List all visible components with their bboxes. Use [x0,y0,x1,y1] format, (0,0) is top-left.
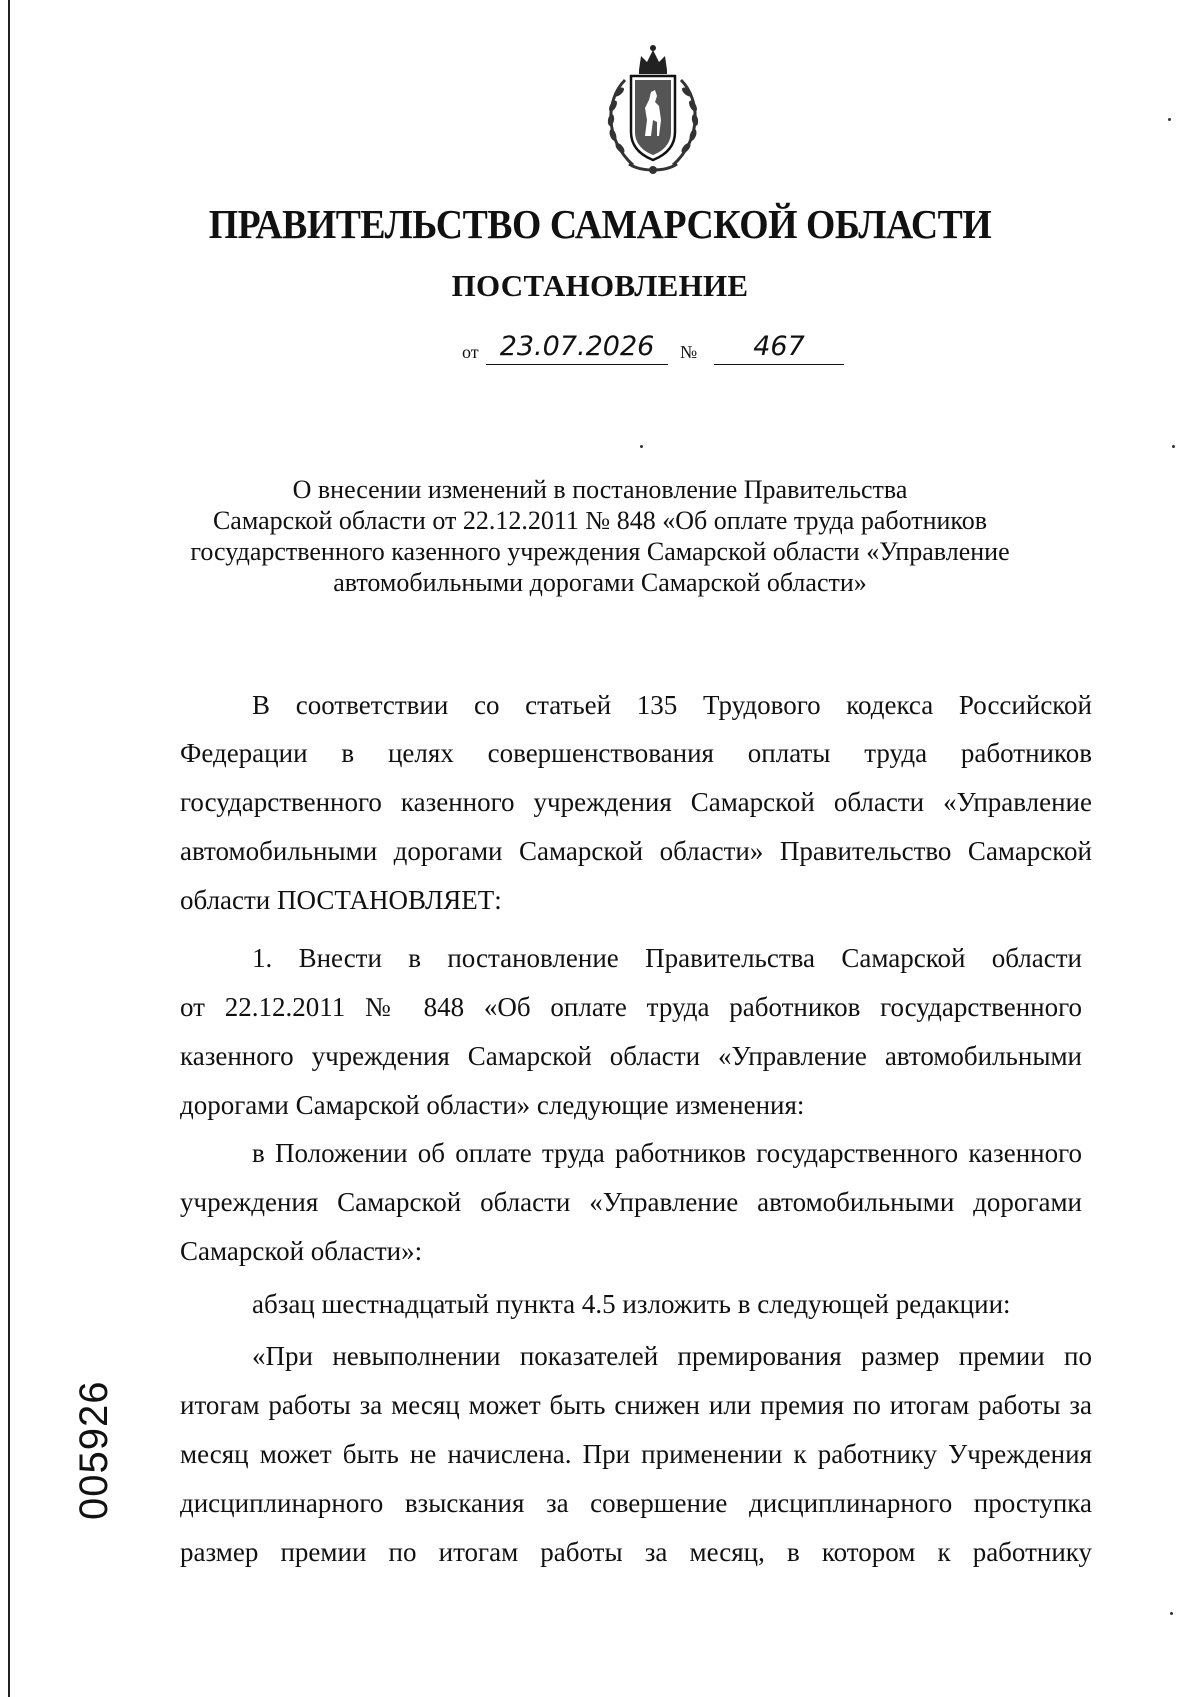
subject-line: автомобильными дорогами Самарской области» [333,568,867,597]
body-line: в Положении об оплате труда работников государственного казенного [252,1138,1082,1168]
number-prefix: № [680,342,698,362]
body-line: Самарской области»: [180,1236,423,1266]
document-type: ПОСТАНОВЛЕНИЕ [451,268,749,303]
body-line: дисциплинарного взыскания за совершение дисциплинарного проступка [180,1488,1092,1518]
body-line: 1. Внести в постановление Правительства Самарской области [252,943,1082,973]
body-line: размер премии по итогам работы за месяц, в котором к работнику [180,1537,1092,1567]
body-line: В соответствии со статьей 135 Трудового кодекса Российской [252,690,1092,720]
body-line: от 22.12.2011 № 848 «Об оплате труда работников государственного [180,992,1082,1022]
side-serial-number: 005926 [72,1380,116,1520]
body-line: государственного казенного учреждения Самарской области «Управление [180,787,1092,817]
page-edge-line [8,0,10,1697]
body-line: автомобильными дорогами Самарской области» Правительство Самарской [180,836,1092,866]
scan-speck [1170,1612,1173,1615]
body-line: месяц может быть не начислена. При применении к работнику Учреждения [180,1439,1092,1469]
body-line: учреждения Самарской области «Управление автомобильными дорогами [180,1187,1082,1217]
samara-region-coat-of-arms-icon [595,40,711,180]
document-subject [180,474,1020,598]
scan-speck [640,445,643,448]
subject-line: О внесении изменений в постановление Правительства [292,475,908,504]
scan-speck [1168,118,1171,121]
date-prefix: от [462,342,479,362]
body-line: дорогами Самарской области» следующие изменения: [180,1090,805,1120]
handwritten-date: 23.07.2026 [486,330,668,365]
body-line: абзац шестнадцатый пункта 4.5 изложить в следующей редакции: [252,1289,1011,1319]
organization-title: ПРАВИТЕЛЬСТВО САМАРСКОЙ ОБЛАСТИ [208,201,992,247]
body-line: области ПОСТАНОВЛЯЕТ: [180,885,502,915]
date-number-line [462,330,862,370]
subject-line: государственного казенного учреждения Самарской области «Управление [190,537,1010,566]
body-line: «При невыполнении показателей премирования размер премии по [252,1341,1092,1371]
body-line: итогам работы за месяц может быть снижен или премия по итогам работы за [180,1390,1092,1420]
subject-line: Самарской области от 22.12.2011 № 848 «Об оплате труда работников [212,506,988,535]
handwritten-number: 467 [714,330,844,365]
body-line: казенного учреждения Самарской области «Управление автомобильными [180,1041,1082,1071]
body-line: Федерации в целях совершенствования оплаты труда работников [180,738,1092,768]
scan-speck [1172,445,1175,448]
